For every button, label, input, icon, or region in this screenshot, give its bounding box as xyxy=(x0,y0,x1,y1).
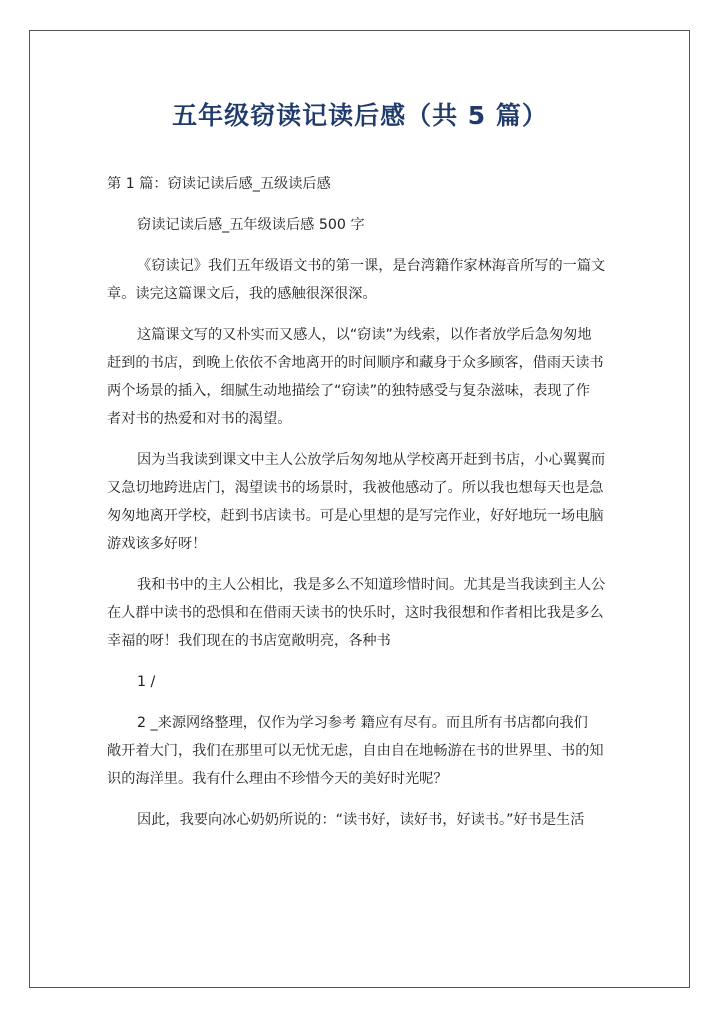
paragraph-line: 识的海洋里。我有什么理由不珍惜今天的美好时光呢？ xyxy=(107,771,448,787)
page-number-text: 1 / xyxy=(137,674,156,690)
paragraph-line: 赶到的书店，到晚上依依不舍地离开的时间顺序和藏身于众多顾客，借雨天读书 xyxy=(107,355,604,371)
paragraph-line: 我和书中的主人公相比，我是多么不知道珍惜时间。尤其是当我读到主人公 xyxy=(137,577,606,593)
paragraph-line: 2 _来源网络整理，仅作为学习参考 籍应有尽有。而且所有书店都向我们 xyxy=(137,715,588,731)
paragraph-line: 两个场景的插入，细腻生动地描绘了“窃读”的独特感受与复杂滋味，表现了作 xyxy=(107,383,590,399)
paragraph-line: 这篇课文写的又朴实而又感人，以“窃读”为线索，以作者放学后急匆匆地 xyxy=(137,327,592,343)
paragraph-line: 《窃读记》我们五年级语文书的第一课，是台湾籍作家林海音所写的一篇文 xyxy=(137,258,606,274)
paragraph-line: 幸福的呀！我们现在的书店宽敞明亮，各种书 xyxy=(107,633,391,649)
paragraph xyxy=(107,321,613,433)
paragraph-line: 敞开着大门，我们在那里可以无忧无虑，自由自在地畅游在书的世界里、书的知 xyxy=(107,743,604,759)
paragraph-line: 因为当我读到课文中主人公放学后匆匆地从学校离开赶到书店，小心翼翼而 xyxy=(137,452,606,468)
paragraph xyxy=(107,806,613,834)
paragraph xyxy=(107,709,613,793)
paragraph xyxy=(107,446,613,558)
paragraph-line: 者对书的热爱和对书的渴望。 xyxy=(107,411,292,427)
paragraph-line: 因此，我要向冰心奶奶所说的：“读书好，读好书，好读书。”好书是生活 xyxy=(137,812,585,828)
paragraph-line: 章。读完这篇课文后，我的感触很深很深。 xyxy=(107,286,377,302)
subtitle: 窃读记读后感_五年级读后感 500 字 xyxy=(137,217,365,233)
document-body xyxy=(107,170,613,834)
document-title: 五年级窃读记读后感（共 5 篇） xyxy=(172,101,548,130)
chapter-heading: 第 1 篇：窃读记读后感_五级读后感 xyxy=(107,176,331,192)
paragraph-line: 游戏该多好呀！ xyxy=(107,536,207,552)
page-number xyxy=(107,668,613,696)
paragraph-line: 又急切地跨进店门，渴望读书的场景时，我被他感动了。所以我也想每天也是急 xyxy=(107,480,604,496)
paragraph xyxy=(107,252,613,308)
paragraph-line: 在人群中读书的恐惧和在借雨天读书的快乐时，这时我很想和作者相比我是多么 xyxy=(107,605,604,621)
paragraph xyxy=(107,571,613,655)
paragraph-line: 匆匆地离开学校，赶到书店读书。可是心里想的是写完作业，好好地玩一场电脑 xyxy=(107,508,604,524)
